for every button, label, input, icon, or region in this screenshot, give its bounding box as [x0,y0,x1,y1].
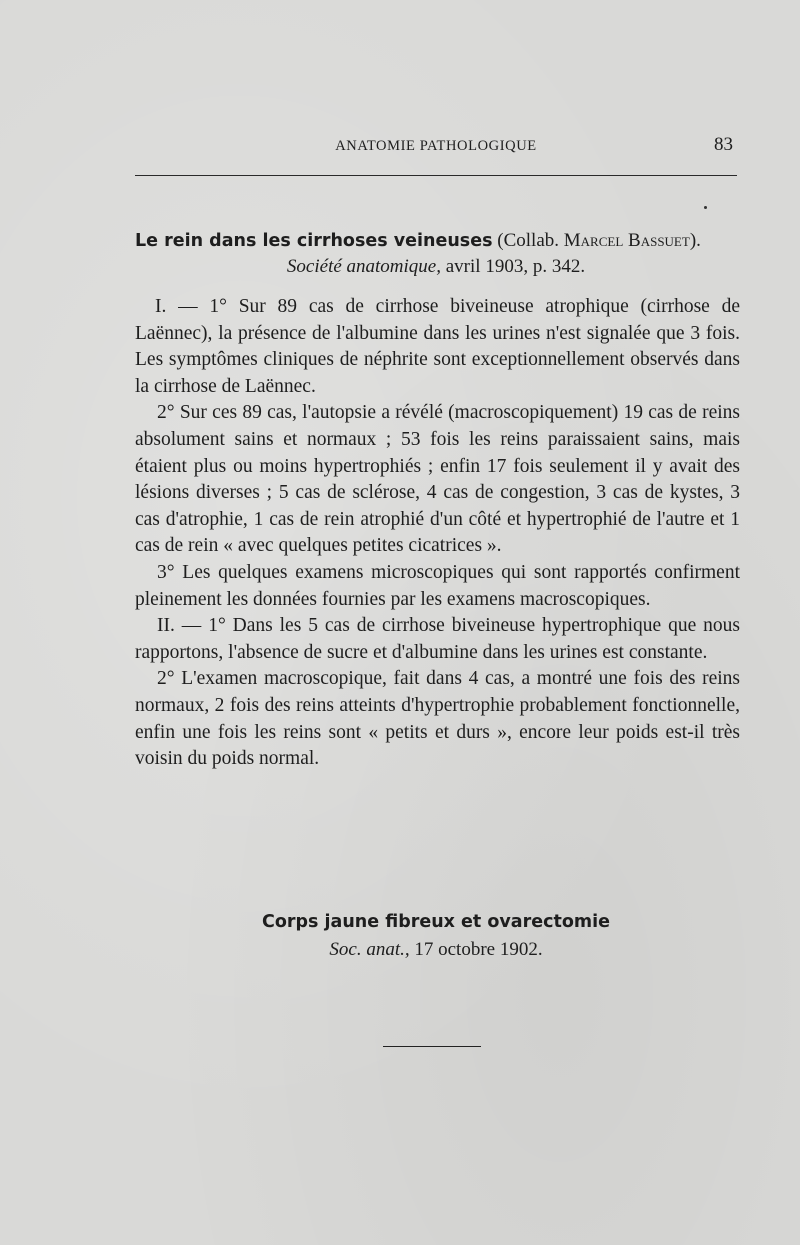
article-title-line [135,228,737,254]
header-rule [135,175,737,176]
paragraph-3: 3° Les quelques examens microscopiques qui sont rapportés confirment pleinement les données fournies par les examens macroscopiques. [135,561,740,610]
article-title: Le rein dans les cirrhoses veineuses [135,231,493,251]
second-article-heading [135,908,737,964]
second-publication-line [135,936,737,964]
publication-name: Société anatomique, [286,256,441,277]
end-rule [383,1046,481,1047]
running-title: ANATOMIE PATHOLOGIQUE [335,138,537,154]
paragraph-2: 2° Sur ces 89 cas, l'autopsie a révélé (macroscopiquement) 19 cas de reins absolument sains et normaux ; 53 fois les reins paraissaient sains, mais étaient plus ou moins hypertrophiés ; enfin 17 fois seulement il y avait des lésions diverses ; 5 cas de sclérose, 4 cas de congestion, 3 cas de kystes, 3 cas d'atrophie, 1 cas de rein atrophié d'un côté et hypertrophié de l'autre et 1 cas de rein « avec quelques petites cicatrices ». [135,402,740,557]
second-publication-name: Soc. anat., [329,939,410,960]
second-article-title: Corps jaune fibreux et ovarectomie [262,912,610,932]
article-heading [135,228,737,280]
running-head [135,134,737,160]
paragraph-4: II. — 1° Dans les 5 cas de cirrhose biveineuse hypertrophique que nous rapportons, l'absence de sucre et d'albumine dans les urines est constante. [135,615,740,663]
page-number: 83 [714,134,733,155]
print-speck [704,206,707,209]
second-publication-detail: 17 octobre 1902. [414,939,543,960]
collab-suffix: ). [689,230,701,251]
collab-prefix: (Collab. [497,230,564,251]
paragraph-5: 2° L'examen macroscopique, fait dans 4 cas, a montré une fois des reins normaux, 2 fois des reins atteints d'hypertrophie probablement fonctionnelle, enfin une fois les reins sont « petits et durs », encore leur poids est-il très voisin du poids normal. [135,668,740,770]
collab-name: Marcel Bassuet [563,230,690,251]
article-body [135,294,740,773]
paragraph-1: I. — 1° Sur 89 cas de cirrhose biveineuse atrophique (cirrhose de Laënnec), la présence de l'albumine dans les urines n'est signalée que 3 fois. Les symptômes cliniques de néphrite sont exceptionnellement observés dans la cirrhose de Laënnec. [135,296,740,397]
publication-detail: avril 1903, p. 342. [445,256,586,277]
publication-line [135,254,737,280]
